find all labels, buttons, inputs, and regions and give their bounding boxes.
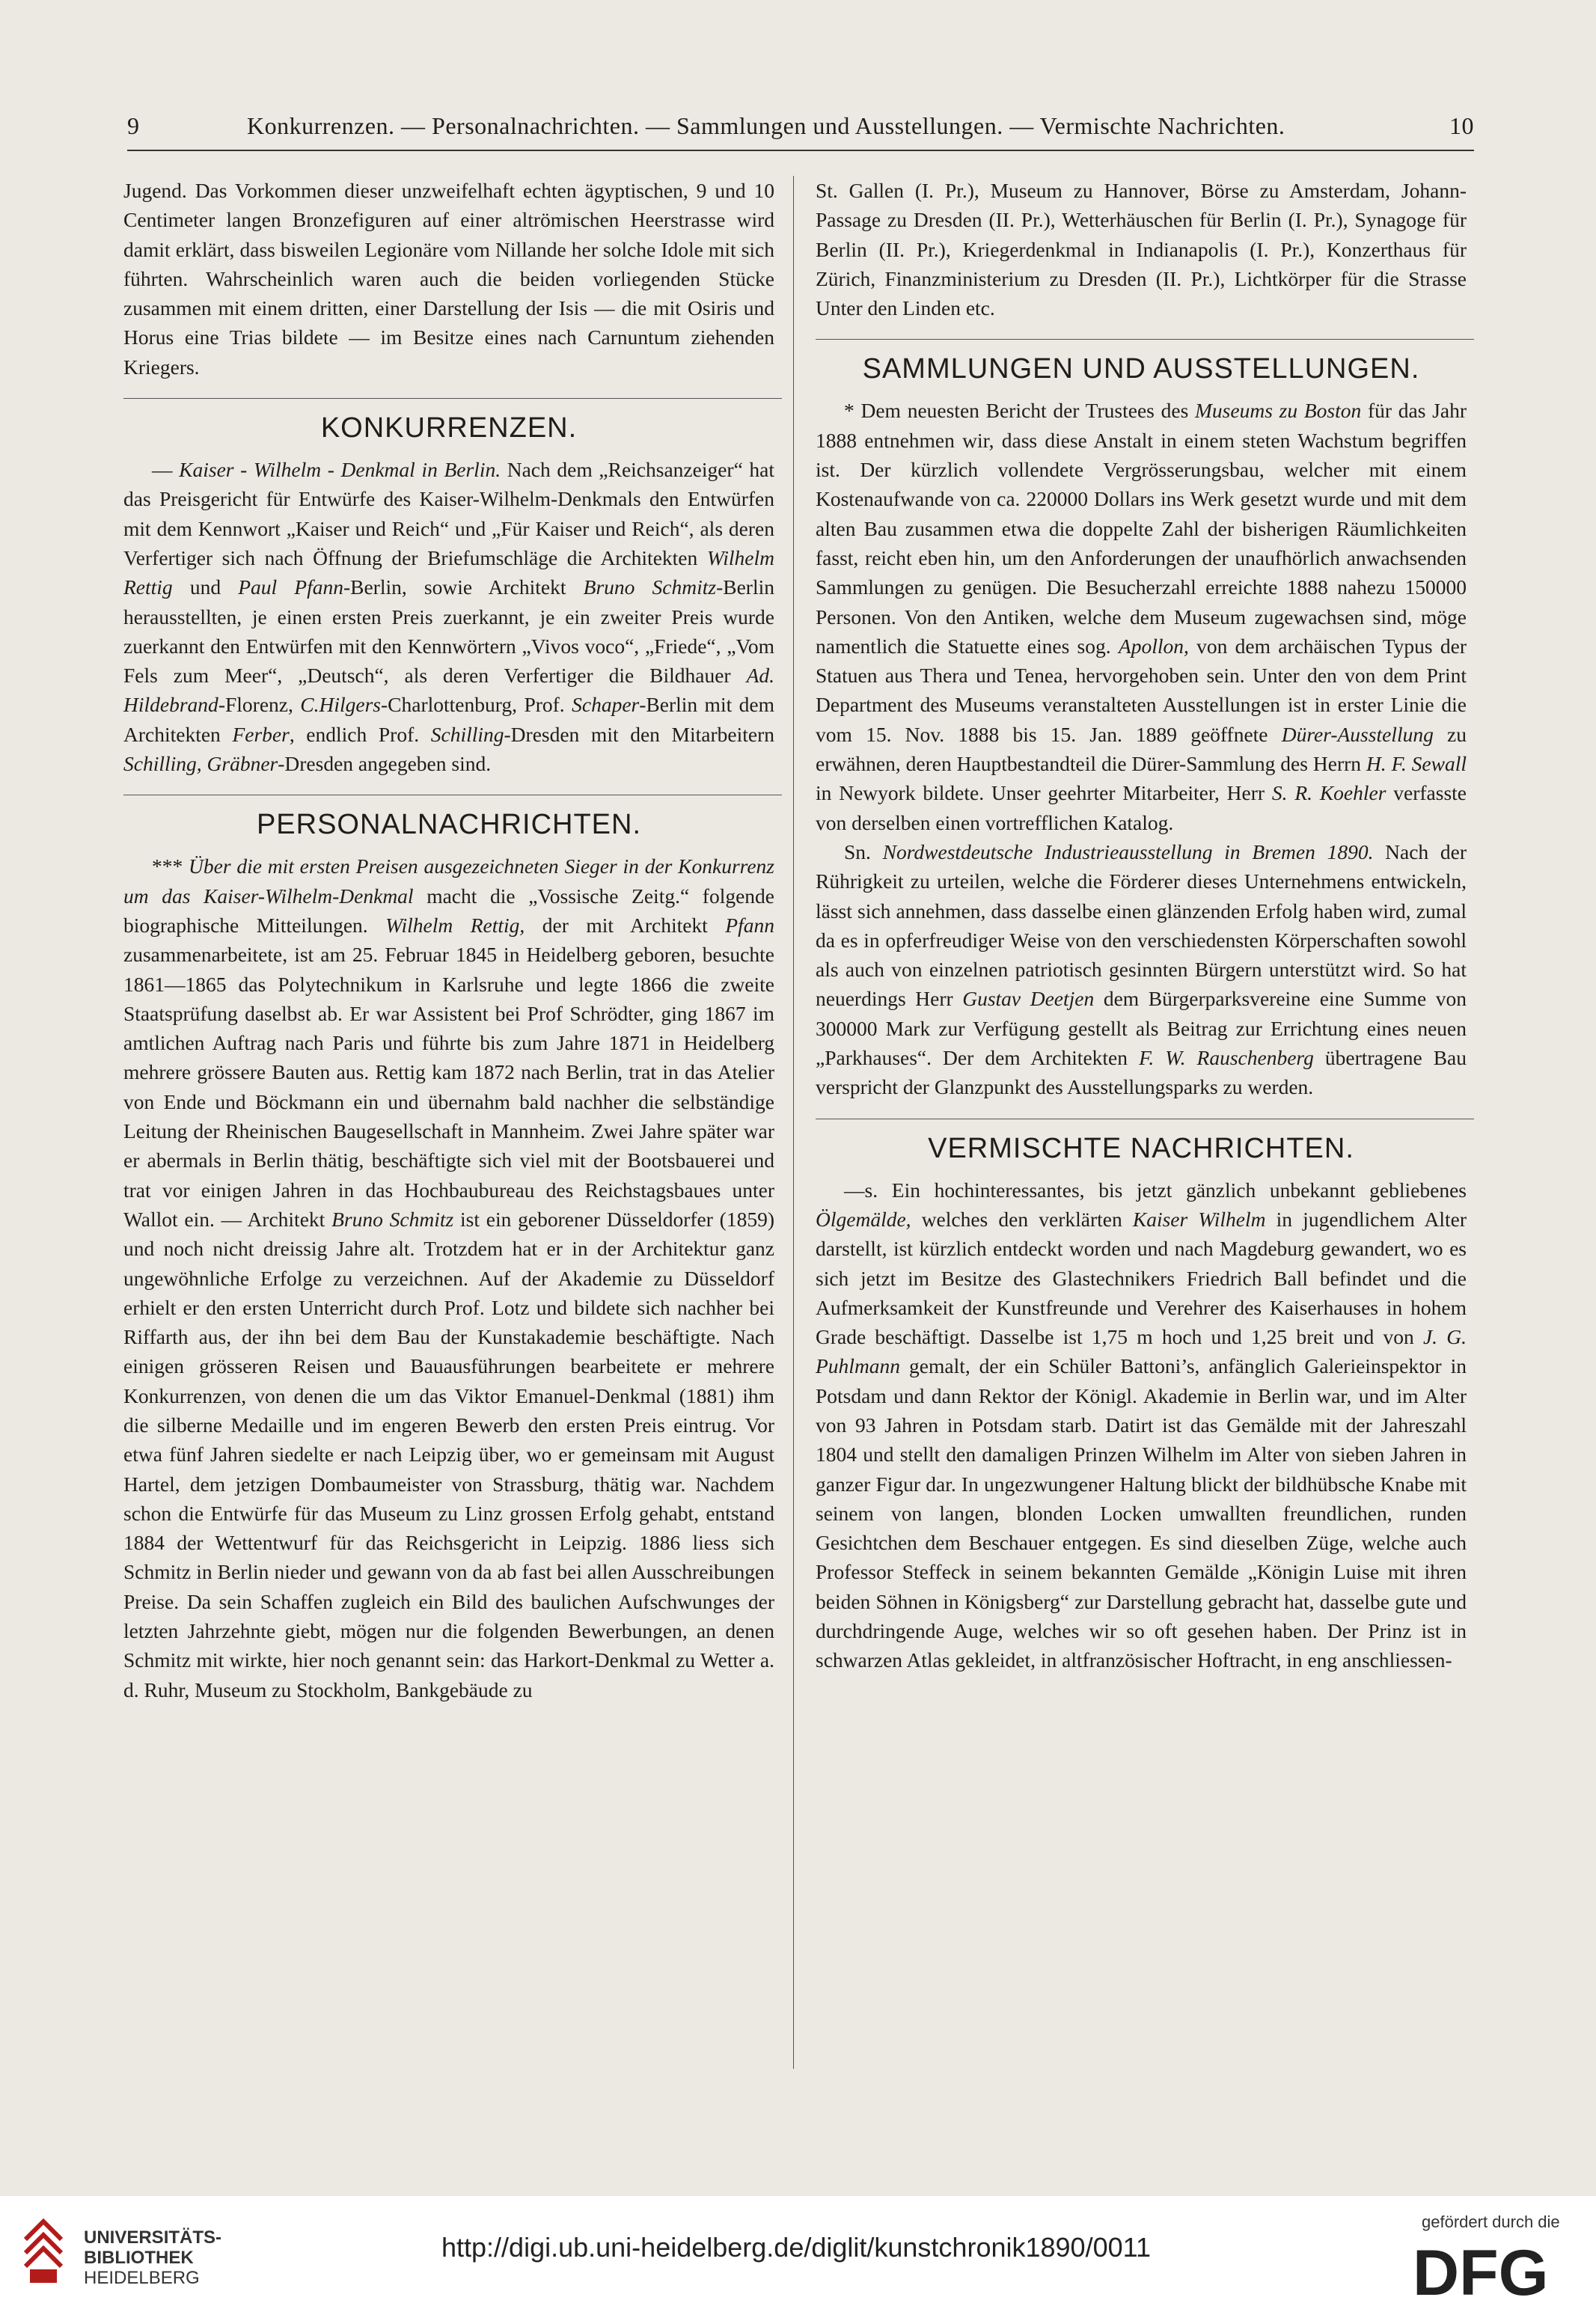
personalnachrichten-paragraph: *** Über die mit ersten Preisen ausgezeichneten Sieger in der Konkurrenz um das Kaiser-Wilhelm-Denkmal macht die „Vossische Zeitg.“ folgende biographische Mitteilungen. Wilhelm Rettig, der mit Architekt Pfann zusammenarbeitete, ist am 25. Februar 1845 in Heidelberg geboren, besuchte 1861—1865 das Polytechnikum in Karlsruhe und legte 1866 die zweite Staatsprüfung daselbst ab. Er war Assistent bei Prof Schrödter, ging 1867 im amtlichen Auftrag nach Paris und führte bis zum Jahre 1871 in Heidelberg mehrere grössere Bauten aus. Rettig kam 1872 nach Berlin, trat in das Atelier von Ende und Böckmann ein und übernahm bald nachher die selbständige Leitung der Rheinischen Baugesellschaft in Mannheim. Zwei Jahre später war er abermals in Berlin thätig, beschäftigte sich viel mit der Bootsbauerei und trat vor einigen Jahren in das Hochbaubureau des Reichstagsbaues unter Wallot ein. — Architekt Bruno Schmitz ist ein geborener Düsseldorfer (1859) und noch nicht dreissig Jahre alt. Trotzdem hat er in der Architektur ganz ungewöhnliche Erfolge zu verzeichnen. Auf der Akademie zu Düsseldorf erhielt er den ersten Unterricht durch Prof. Lotz und bildete sich nachher bei Riffarth aus, der ihn bei dem Bau der Kunstakademie beschäftigte. Nach einigen grösseren Reisen und Bauausführungen bearbeitete er mehrere Konkurrenzen, von denen die um das Viktor Emanuel-Denkmal (1881) ihm die silberne Medaille und im engeren Bewerb den ersten Preis eintrug. Vor etwa fünf Jahren siedelte er nach Leipzig über, wo er gemeinsam mit August Hartel, dem jetzigen Dombaumeister von Strassburg, thätig war. Nachdem schon die Entwürfe für das Museum zu Linz grossen Erfolg gehabt, entstand 1884 der Wettentwurf für das Reichsgericht in Leipzig. 1886 liess sich Schmitz in Berlin nieder und gewann von da ab fast bei allen Ausschreibungen Preise. Da sein Schaffen zugleich ein Bild des baulichen Aufschwunges der letzten Jahrzehnte giebt, mögen nur die folgenden Bewerbungen, an denen Schmitz mit wirkte, hier noch genannt sein: das Harkort-Denkmal zu Wetter a. d. Ruhr, Museum zu Stockholm, Bankgebäude zu bbox=[123, 854, 774, 1701]
right-column bbox=[816, 176, 1467, 1675]
page-number-right: 10 bbox=[1449, 112, 1474, 139]
running-title: Konkurrenzen. — Personalnachrichten. — Sammlungen und Ausstellungen. — Vermischte Nachrichten. bbox=[247, 112, 1285, 139]
section-title-sammlungen: SAMMLUNGEN UND AUSSTELLUNGEN. bbox=[862, 353, 1420, 385]
section-divider bbox=[123, 398, 782, 399]
university-library-logo-icon bbox=[19, 2217, 67, 2286]
section-title-personalnachrichten: PERSONALNACHRICHTEN. bbox=[256, 809, 642, 841]
university-library-name: UNIVERSITÄTS- BIBLIOTHEK HEIDELBERG bbox=[84, 2227, 222, 2288]
intro-paragraph: Jugend. Das Vorkommen dieser unzweifelhaft echten ägyptischen, 9 und 10 Centimeter langen Bronzefiguren auf einer altrömischen Heerstrasse wird damit erklärt, dass bisweilen Legionäre vom Nillande her solche Idole mit sich führten. Wahrscheinlich waren auch die beiden vorliegenden Stücke zusammen mit einem dritten, einer Darstellung der Isis — die mit Osiris und Horus eine Trias bildete — im Besitze eines nach Carnuntum ziehenden Kriegers. bbox=[123, 179, 774, 379]
left-column bbox=[123, 176, 774, 1704]
bremen-exhibition-paragraph: Sn. Nordwestdeutsche Industrieausstellung in Bremen 1890. Nach der Rührigkeit zu urteilen, welche die Förderer dieses Unternehmens entwickeln, lässt sich annehmen, dass dasselbe einen glänzenden Erfolg haben wird, zumal da es in opferfreudiger Weise von den verschiedensten Körperschaften sowohl als auch von einzelnen patriotisch gesinnten Bürgern unterstützt wird. So hat neuerdings Herr Gustav Deetjen dem Bürgerparksvereine eine Summe von 300000 Mark zur Verfügung gestellt als Beitrag zur Errichtung eines neuen „Parkhauses“. Der dem Architekten F. W. Rauschenberg übertragene Bau verspricht der Glanzpunkt des Ausstellungsparks zu werden. bbox=[816, 840, 1467, 1099]
section-title-konkurrenzen: KONKURRENZEN. bbox=[320, 412, 578, 444]
page-number-left: 9 bbox=[127, 112, 140, 139]
digitization-footer bbox=[0, 2196, 1596, 2312]
digital-library-link[interactable]: http://digi.ub.uni-heidelberg.de/diglit/kunstchronik1890/0011 bbox=[441, 2232, 1151, 2263]
header-rule bbox=[127, 150, 1474, 151]
svg-text:DFG: DFG bbox=[1413, 2241, 1549, 2301]
continued-paragraph: St. Gallen (I. Pr.), Museum zu Hannover, Börse zu Amsterdam, Johann-Passage zu Dresden (II. Pr.), Wetterhäuschen für Berlin (I. Pr.), Synagoge für Berlin (II. Pr.), Kriegerdenkmal in Indianapolis (I. Pr.), Konzerthaus für Zürich, Finanzministerium zu Dresden (II. Pr.), Lichtkörper für die Strasse Unter den Linden etc. bbox=[816, 179, 1467, 320]
painting-paragraph: —s. Ein hochinteressantes, bis jetzt gänzlich unbekannt gebliebenes Ölgemälde, welches den verklärten Kaiser Wilhelm in jugendlichem Alter darstellt, ist kürzlich entdeckt worden und nach Magdeburg gewandert, wo es sich jetzt im Besitze des Glastechnikers Friedrich Ball befindet und die Aufmerksamkeit der Kunstfreunde und Verehrer des Kaiserhauses in hohem Grade beschäftigt. Dasselbe ist 1,75 m hoch und 1,25 breit und von J. G. Puhlmann gemalt, der ein Schüler Battoni’s, anfänglich Galerieinspektor in Potsdam und dann Rektor der Königl. Akademie in Berlin war, und im Alter von 93 Jahren in Potsdam starb. Datirt ist das Gemälde mit der Jahreszahl 1804 und stellt den damaligen Prinzen Wilhelm im Alter von sieben Jahren in ganzer Figur dar. In ungezwungener Haltung blickt der bildhübsche Knabe mit seinem von langen, blonden Locken umwallten freundlichen, runden Gesichtchen dem Beschauer entgegen. Es sind dieselben Züge, welche auch Professor Steffeck in seinem bekannten Gemälde „Königin Luise mit ihren beiden Söhnen in Königsberg“ zur Darstellung gebracht hat, dasselbe gute und durchdringende Auge, welches wir so oft gesehen haben. Der Prinz ist in schwarzen Atlas gekleidet, in altfranzösischer Hoftracht, in eng anschliessen- bbox=[816, 1178, 1467, 1672]
funded-by-label: gefördert durch die bbox=[1422, 2212, 1560, 2231]
running-header bbox=[127, 112, 1474, 150]
konkurrenzen-paragraph: — Kaiser - Wilhelm - Denkmal in Berlin. Nach dem „Reichsanzeiger“ hat das Preisgericht für Entwürfe des Kaiser-Wilhelm-Denkmals den Entwürfen mit dem Kennwort „Kaiser und Reich“ und „Für Kaiser und Reich“, als deren Verfertiger sich nach Öffnung der Briefumschläge die Architekten Wilhelm Rettig und Paul Pfann-Berlin, sowie Architekt Bruno Schmitz-Berlin herausstellten, je einen ersten Preis zuerkannt, je ein zweiter Preis wurde zuerkannt den Entwürfen mit den Kennwörtern „Vivos voco“, „Friede“, „Vom Fels zum Meer“, „Deutsch“, als deren Verfertiger die Bildhauer Ad. Hildebrand-Florenz, C.Hilgers-Charlottenburg, Prof. Schaper-Berlin mit dem Architekten Ferber, endlich Prof. Schilling-Dresden mit den Mitarbeitern Schilling, Gräbner-Dresden angegeben sind. bbox=[123, 458, 775, 776]
boston-museum-paragraph: * Dem neuesten Bericht der Trustees des Museums zu Boston für das Jahr 1888 entnehmen wir, dass diese Anstalt in einem steten Wachstum begriffen ist. Der kürzlich vollendete Vergrösserungsbau, welcher mit einem Kostenaufwande von ca. 220000 Dollars ins Werk gesetzt wurde und mit dem alten Bau zusammen etwa die doppelte Zahl der bisherigen Räumlichkeiten fasst, reicht eben hin, um den Anforderungen der unaufhörlich anwachsenden Sammlungen zu genügen. Die Besucherzahl erreichte 1888 nahezu 150000 Personen. Von den Antiken, welche dem Museum zugewachsen sind, möge namentlich die Statuette eines sog. Apollon, von dem archäischen Typus der Statuen aus Thera und Tenea, hervorgehoben sein. Unter den von dem Print Department des Museums veranstalteten Ausstellungen ist in erster Linie die vom 15. Nov. 1888 bis 15. Jan. 1889 geöffnete Dürer-Ausstellung zu erwähnen, deren Hauptbestandteil die Dürer-Sammlung des Herrn H. F. Sewall in Newyork bildete. Unser geehrter Mitarbeiter, Herr S. R. Koehler verfasste von derselben einen vortrefflichen Katalog. bbox=[816, 399, 1467, 834]
section-divider bbox=[816, 339, 1474, 340]
dfg-logo-icon bbox=[1413, 2241, 1574, 2301]
column-divider bbox=[793, 176, 794, 2069]
section-title-vermischte: VERMISCHTE NACHRICHTEN. bbox=[928, 1132, 1354, 1164]
